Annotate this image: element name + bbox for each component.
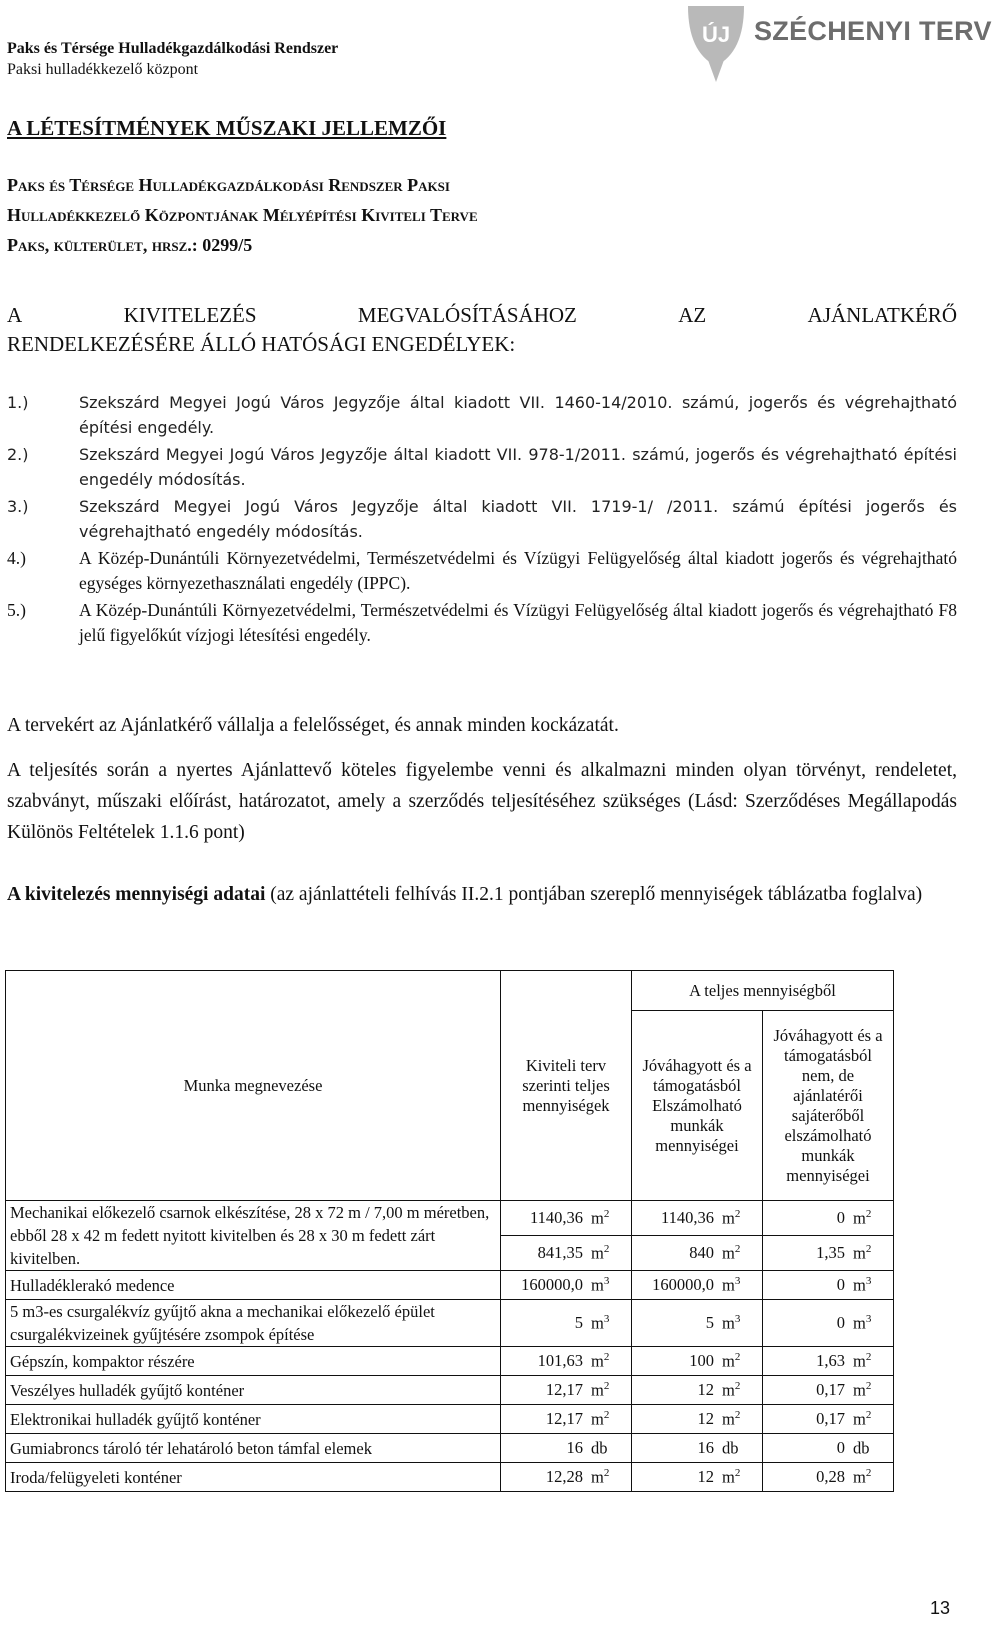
plan-qty-cell [501, 1405, 632, 1434]
col-header-approved: Jóváhagyott és a támogatásból Elszámolható munkák mennyiségei [632, 1011, 763, 1201]
qty-unit [583, 1208, 627, 1229]
work-name-cell: Elektronikai hulladék gyűjtő konténer [6, 1405, 501, 1434]
qty-unit-exponent: 2 [865, 1379, 872, 1392]
qty-unit-exponent: 2 [603, 1379, 610, 1392]
qty-unit [583, 1438, 627, 1459]
qty-unit-text: m [853, 1409, 866, 1429]
compliance-paragraph: A teljesítés során a nyertes Ajánlattevő köteles figyelembe venni és alkalmazni minden olyan törvényt, rendeletet, szabványt, műszaki előírást, határozatot, amely a szerződés teljesítéséhez szükséges (Lásd: Szerződéses Megállapodás Különös Feltételek 1.1.6 pont) [7, 760, 957, 843]
permit-item [7, 546, 957, 596]
permit-number: 2.) [7, 445, 29, 464]
qty-unit-exponent: 2 [865, 1408, 872, 1421]
subtitle-line-3: Paks, külterület, hrsz.: 0299/5 [7, 235, 253, 255]
col-header-plan: Kiviteli terv szerinti teljes mennyiségek [501, 971, 632, 1201]
section-heading-word: A [7, 303, 23, 327]
qty-unit [714, 1243, 758, 1264]
qty-unit-text: m [722, 1275, 735, 1295]
subtitle-line-1: Paks és Térsége Hulladékgazdálkodási Rendszer Paksi [7, 175, 450, 195]
qty-unit [583, 1380, 627, 1401]
qty-unit-text: db [591, 1438, 608, 1458]
qty-unit-exponent: 2 [603, 1207, 610, 1220]
qty-value: 0 [836, 1313, 845, 1333]
qty-unit-exponent: 2 [865, 1207, 872, 1220]
qty-unit-text: m [591, 1275, 604, 1295]
qty-unit-text: m [853, 1467, 866, 1487]
qty-unit-text: m [591, 1467, 604, 1487]
plan-qty-cell [501, 1201, 632, 1236]
qty-value: 100 [689, 1351, 714, 1371]
plan-qty-cell [501, 1300, 632, 1347]
table-header-row [6, 971, 894, 1011]
qty-unit [845, 1409, 889, 1430]
own-qty-cell [763, 1434, 894, 1463]
qty-unit-exponent: 2 [603, 1466, 610, 1479]
qty-value: 1140,36 [529, 1208, 583, 1228]
qty-unit-exponent: 3 [865, 1274, 872, 1287]
qty-unit-text: m [853, 1208, 866, 1228]
own-qty-cell [763, 1271, 894, 1300]
qty-unit-text: m [853, 1380, 866, 1400]
table-row [6, 1201, 894, 1236]
qty-unit [714, 1438, 758, 1459]
table-row [6, 1271, 894, 1300]
qty-unit-exponent: 3 [734, 1274, 741, 1287]
szechenyi-terv-logo [682, 2, 992, 84]
section-heading-line-2: RENDELKEZÉSÉRE ÁLLÓ HATÓSÁGI ENGEDÉLYEK: [7, 332, 516, 356]
qty-unit-exponent: 3 [734, 1312, 741, 1325]
own-qty-cell [763, 1347, 894, 1376]
qty-unit-text: m [591, 1351, 604, 1371]
table-row [6, 1434, 894, 1463]
qty-unit-exponent: 2 [734, 1242, 741, 1255]
qty-unit [583, 1351, 627, 1372]
responsibility-paragraph: A tervekért az Ajánlatkérő vállalja a felelősséget, és annak minden kockázatát. [7, 715, 619, 736]
qty-value: 12,17 [545, 1380, 583, 1400]
logo-text: SZÉCHENYI TERV [754, 16, 992, 46]
qty-unit [583, 1409, 627, 1430]
qty-value: 5 [705, 1313, 714, 1333]
permit-item [7, 442, 957, 492]
qty-value: 1,35 [816, 1243, 845, 1263]
plan-qty-cell [501, 1347, 632, 1376]
section-heading-line-1 [7, 303, 957, 328]
qty-value: 12 [697, 1467, 714, 1487]
qty-value: 12 [697, 1380, 714, 1400]
qty-value: 0,17 [816, 1380, 845, 1400]
quantities-intro-rest: (az ajánlattételi felhívás II.2.1 pontjában szereplő mennyiségek táblázatba foglalva) [265, 884, 923, 905]
qty-value: 101,63 [537, 1351, 583, 1371]
permit-text: A Közép-Dunántúli Környezetvédelmi, Természetvédelmi és Vízügyi Felügyelőség által kiadott jogerős és végrehajtható egységes környezethasználati engedély (IPPC). [79, 548, 957, 593]
qty-unit-exponent: 2 [734, 1207, 741, 1220]
qty-unit [714, 1351, 758, 1372]
szechenyi-logo-mark-icon [682, 2, 752, 84]
qty-unit [714, 1275, 758, 1296]
work-name-cell: Mechanikai előkezelő csarnok elkészítése, 28 x 72 m / 7,00 m méretben, ebből 28 x 42 m fedett nyitott kivitelben és 28 x 30 m fedett zárt kivitelben. [6, 1201, 501, 1271]
permits-list [7, 390, 957, 650]
qty-unit-exponent: 2 [865, 1466, 872, 1479]
qty-unit-text: m [722, 1467, 735, 1487]
page-title: A LÉTESÍTMÉNYEK MŰSZAKI JELLEMZŐI [7, 116, 447, 140]
qty-value: 12,28 [545, 1467, 583, 1487]
table-body [6, 1201, 894, 1492]
page-number: 13 [930, 1598, 951, 1618]
qty-value: 12,17 [545, 1409, 583, 1429]
permit-number: 1.) [7, 393, 29, 412]
qty-value: 841,35 [537, 1243, 583, 1263]
qty-unit-exponent: 3 [865, 1312, 872, 1325]
own-qty-cell [763, 1463, 894, 1492]
header-org-name: Paks és Térsége Hulladékgazdálkodási Rendszer [7, 40, 339, 57]
col-group-header: A teljes mennyiségből [632, 971, 894, 1011]
own-qty-cell [763, 1376, 894, 1405]
qty-unit [714, 1380, 758, 1401]
qty-unit-text: m [591, 1313, 604, 1333]
qty-unit [845, 1313, 889, 1334]
subtitle-line-2: Hulladékkezelő Központjának Mélyépítési Kiviteli Terve [7, 205, 478, 225]
qty-unit [845, 1380, 889, 1401]
work-name-cell: Veszélyes hulladék gyűjtő konténer [6, 1376, 501, 1405]
table-row [6, 1347, 894, 1376]
qty-unit [845, 1243, 889, 1264]
qty-unit-text: m [853, 1351, 866, 1371]
header-org-subtitle: Paksi hulladékkezelő központ [7, 61, 199, 78]
qty-unit [845, 1351, 889, 1372]
qty-value: 0,17 [816, 1409, 845, 1429]
qty-unit-text: m [853, 1243, 866, 1263]
qty-unit [583, 1243, 627, 1264]
qty-unit-exponent: 2 [603, 1350, 610, 1363]
qty-value: 12 [697, 1409, 714, 1429]
work-name-cell: Hulladéklerakó medence [6, 1271, 501, 1300]
plan-qty-cell [501, 1434, 632, 1463]
qty-unit [583, 1467, 627, 1488]
work-name-cell: Gumiabroncs tároló tér lehatároló beton támfal elemek [6, 1434, 501, 1463]
approved-qty-cell [632, 1434, 763, 1463]
qty-unit [583, 1313, 627, 1334]
plan-qty-cell [501, 1271, 632, 1300]
qty-value: 160000,0 [521, 1275, 583, 1295]
qty-value: 0,28 [816, 1467, 845, 1487]
col-header-name: Munka megnevezése [6, 971, 501, 1201]
qty-unit-text: m [853, 1313, 866, 1333]
permit-item [7, 390, 957, 440]
approved-qty-cell [632, 1271, 763, 1300]
qty-unit-text: m [591, 1208, 604, 1228]
quantities-intro-paragraph [7, 875, 957, 915]
approved-qty-cell [632, 1201, 763, 1236]
section-heading-word: KIVITELEZÉS [123, 303, 257, 327]
approved-qty-cell [632, 1376, 763, 1405]
permit-text: Szekszárd Megyei Jogú Város Jegyzője által kiadott VII. 1719-1/ /2011. számú építési jogerős és végrehajtható engedély módosítás. [79, 497, 957, 541]
qty-value: 160000,0 [652, 1275, 714, 1295]
qty-unit-text: db [853, 1438, 870, 1458]
permit-number: 5.) [7, 600, 26, 620]
permit-text: Szekszárd Megyei Jogú Város Jegyzője által kiadott VII. 1460-14/2010. számú, jogerős és végrehajtható építési engedély. [79, 393, 957, 437]
qty-unit-text: m [853, 1275, 866, 1295]
logo-mark-text: ÚJ [701, 22, 731, 47]
qty-unit-text: m [591, 1380, 604, 1400]
permit-number: 4.) [7, 548, 26, 568]
qty-unit [714, 1313, 758, 1334]
own-qty-cell [763, 1300, 894, 1347]
plan-qty-cell [501, 1463, 632, 1492]
qty-value: 0 [836, 1438, 845, 1458]
work-name-cell: 5 m3-es csurgalékvíz gyűjtő akna a mechanikai előkezelő épület csurgalékvizeinek gyűjtésére zsompok építése [6, 1300, 501, 1347]
qty-value: 840 [689, 1243, 714, 1263]
qty-value: 1140,36 [660, 1208, 714, 1228]
qty-unit [845, 1438, 889, 1459]
section-heading-word: AZ [678, 303, 707, 327]
qty-value: 0 [836, 1208, 845, 1228]
qty-unit-text: m [722, 1409, 735, 1429]
table-row [6, 1405, 894, 1434]
qty-value: 16 [566, 1438, 583, 1458]
qty-value: 16 [697, 1438, 714, 1458]
qty-value: 5 [574, 1313, 583, 1333]
qty-unit-text: db [722, 1438, 739, 1458]
qty-unit-exponent: 2 [734, 1408, 741, 1421]
approved-qty-cell [632, 1347, 763, 1376]
work-name-cell: Iroda/felügyeleti konténer [6, 1463, 501, 1492]
permit-item [7, 494, 957, 544]
qty-unit-text: m [722, 1380, 735, 1400]
section-heading-word: MEGVALÓSÍTÁSÁHOZ [357, 303, 577, 327]
own-qty-cell [763, 1405, 894, 1434]
plan-qty-cell [501, 1236, 632, 1271]
qty-unit-exponent: 2 [734, 1379, 741, 1392]
qty-unit [714, 1409, 758, 1430]
approved-qty-cell [632, 1236, 763, 1271]
qty-unit-exponent: 3 [603, 1274, 610, 1287]
qty-unit-text: m [591, 1243, 604, 1263]
own-qty-cell [763, 1236, 894, 1271]
qty-unit-text: m [722, 1208, 735, 1228]
qty-unit-text: m [722, 1351, 735, 1371]
permit-text: A Közép-Dunántúli Környezetvédelmi, Természetvédelmi és Vízügyi Felügyelőség által kiadott jogerős és végrehajtható F8 jelű figyelőkút vízjogi létesítési engedély. [79, 600, 957, 645]
approved-qty-cell [632, 1463, 763, 1492]
permit-number: 3.) [7, 497, 29, 516]
qty-unit-exponent: 2 [865, 1242, 872, 1255]
qty-unit [714, 1467, 758, 1488]
qty-unit [845, 1208, 889, 1229]
qty-unit-exponent: 2 [603, 1408, 610, 1421]
table-row [6, 1463, 894, 1492]
table-row [6, 1376, 894, 1405]
col-header-approved-own: Jóváhagyott és a támogatásból nem, de ajánlatérői sajáterőből elszámolható munkák mennyiségei [763, 1011, 894, 1201]
qty-unit-exponent: 3 [603, 1312, 610, 1325]
qty-unit [845, 1467, 889, 1488]
permit-text: Szekszárd Megyei Jogú Város Jegyzője által kiadott VII. 978-1/2011. számú, jogerős és végrehajtható építési engedély módosítás. [79, 445, 957, 489]
qty-unit-exponent: 2 [865, 1350, 872, 1363]
qty-unit [583, 1275, 627, 1296]
plan-qty-cell [501, 1376, 632, 1405]
qty-unit-exponent: 2 [603, 1242, 610, 1255]
qty-value: 0 [836, 1275, 845, 1295]
quantities-table [5, 970, 894, 1492]
permit-item [7, 598, 957, 648]
qty-unit-text: m [591, 1409, 604, 1429]
qty-value: 1,63 [816, 1351, 845, 1371]
qty-unit-exponent: 2 [734, 1350, 741, 1363]
approved-qty-cell [632, 1405, 763, 1434]
qty-unit-exponent: 2 [734, 1466, 741, 1479]
section-heading-word: AJÁNLATKÉRŐ [807, 303, 957, 327]
work-name-cell: Gépszín, kompaktor részére [6, 1347, 501, 1376]
qty-unit-text: m [722, 1243, 735, 1263]
own-qty-cell [763, 1201, 894, 1236]
quantities-intro-bold: A kivitelezés mennyiségi adatai [7, 884, 266, 905]
approved-qty-cell [632, 1300, 763, 1347]
qty-unit [845, 1275, 889, 1296]
qty-unit-text: m [722, 1313, 735, 1333]
qty-unit [714, 1208, 758, 1229]
table-row [6, 1300, 894, 1347]
